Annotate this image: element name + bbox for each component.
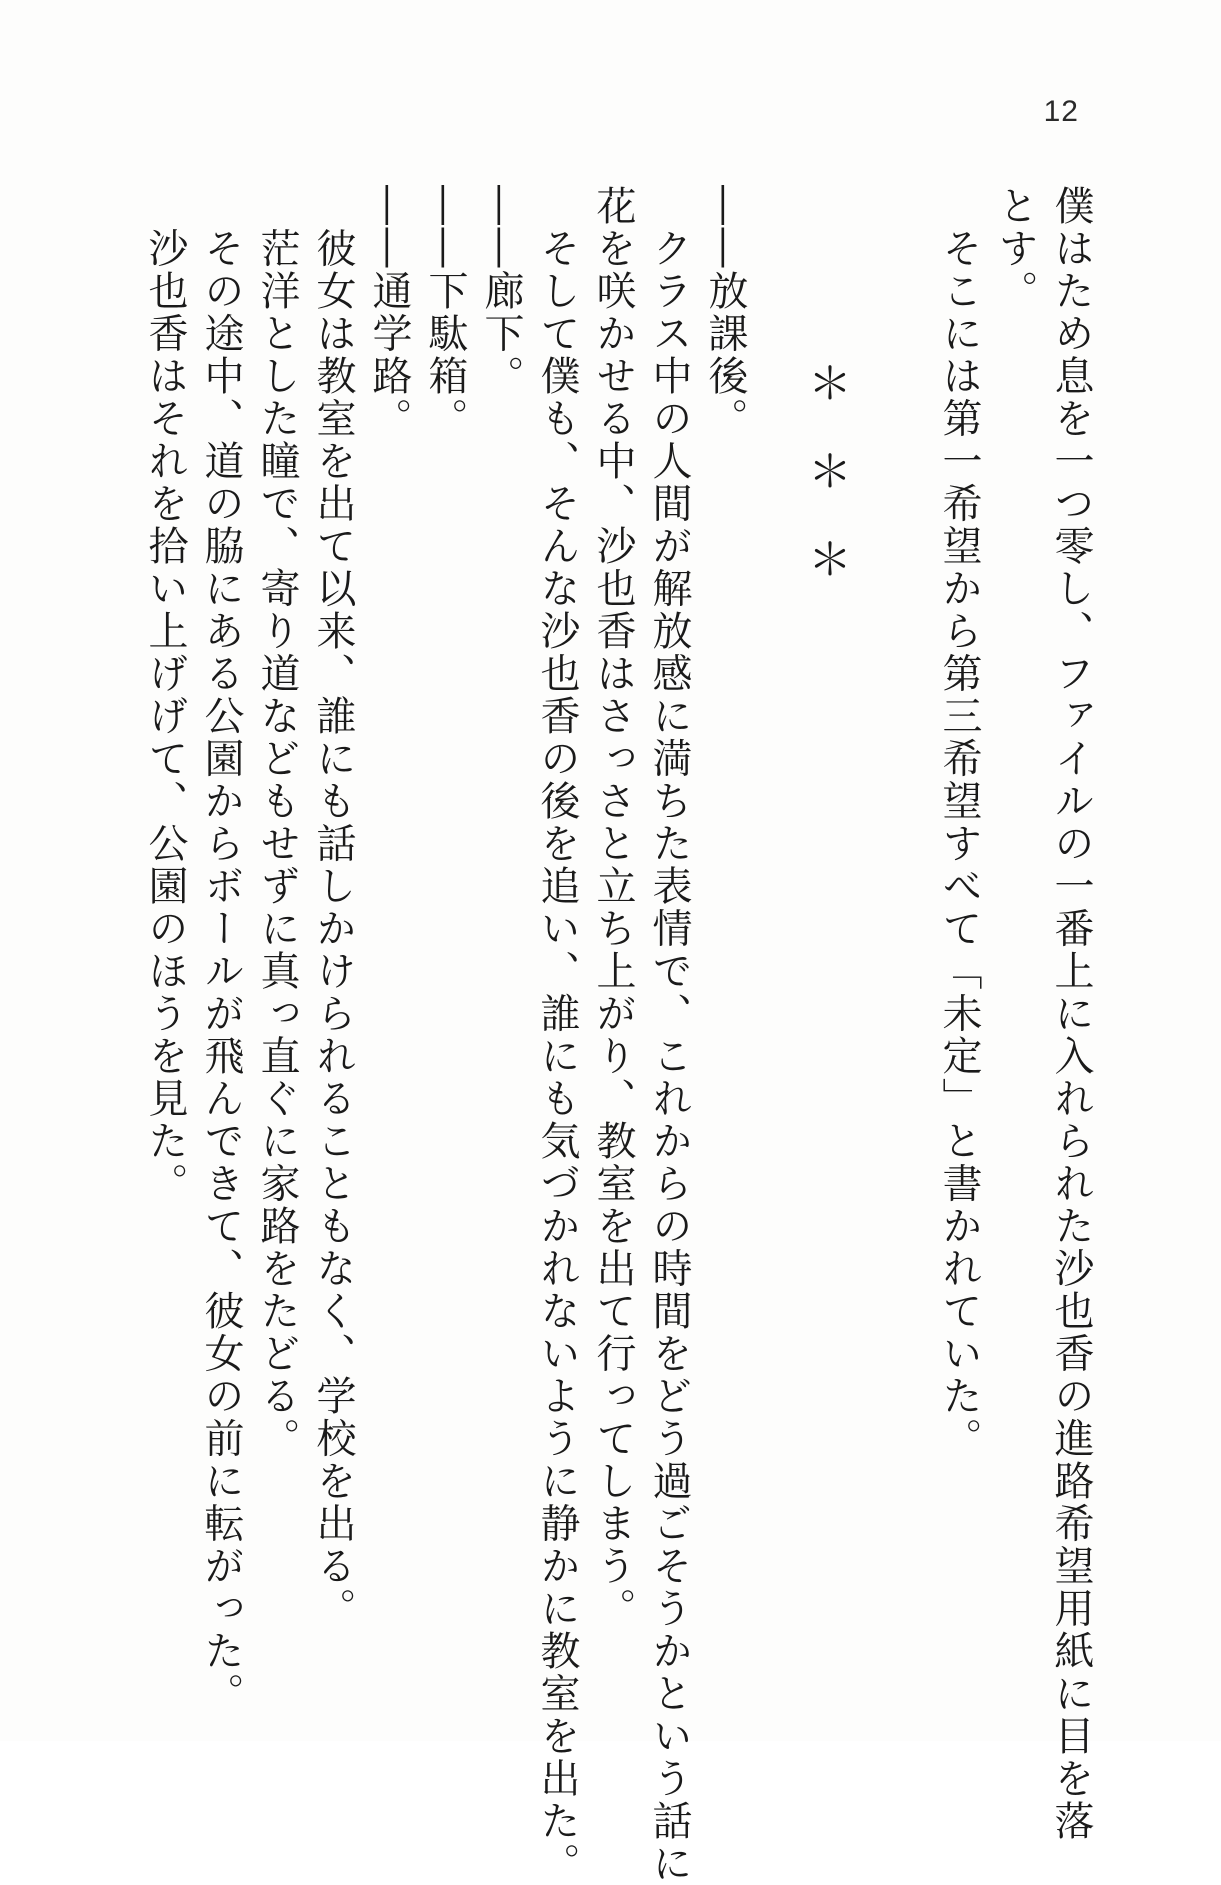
text-column-3: そこには第一希望から第三希望すべて「未定」と書かれていた。 — [936, 185, 982, 1460]
page-number: 12 — [1043, 95, 1079, 128]
text-column-12: ――通学路。 — [366, 185, 412, 440]
text-column-6: ――放課後。 — [702, 185, 748, 440]
text-column-13: 彼女は教室を出て以来、誰にも話しかけられることもなく、学校を出る。 — [310, 185, 356, 1630]
text-column-7: クラス中の人間が解放感に満ちた表情で、これからの時間をどう過ごそうかという話に — [646, 185, 692, 1885]
scene-break-asterisks: ＊＊＊ — [800, 360, 851, 624]
text-column-8: 花を咲かせる中、沙也香はさっさと立ち上がり、教室を出て行ってしまう。 — [590, 185, 636, 1630]
text-column-10: ――廊下。 — [478, 185, 524, 398]
text-column-11: ――下駄箱。 — [422, 185, 468, 440]
text-column-14: 茫洋とした瞳で、寄り道などもせずに真っ直ぐに家路をたどる。 — [254, 185, 300, 1460]
text-column-16: 沙也香はそれを拾い上げげて、公園のほうを見た。 — [142, 185, 188, 1205]
text-column-1: 僕はため息を一つ零し、ファイルの一番上に入れられた沙也香の進路希望用紙に目を落 — [1048, 185, 1094, 1843]
text-column-2: とす。 — [992, 185, 1038, 313]
text-column-15: その途中、道の脇にある公園からボールが飛んできて、彼女の前に転がった。 — [198, 185, 244, 1715]
text-column-9: そして僕も、そんな沙也香の後を追い、誰にも気づかれないように静かに教室を出た。 — [534, 185, 580, 1885]
